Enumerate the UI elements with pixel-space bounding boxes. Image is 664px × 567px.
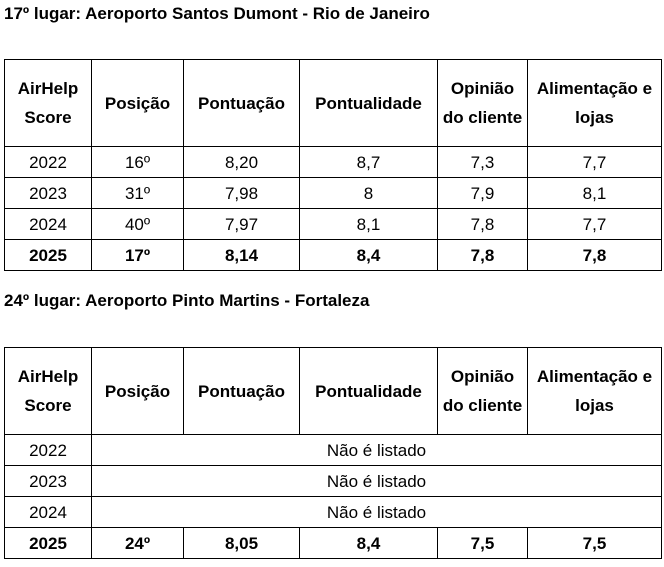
cell-pontualidade: 8 xyxy=(300,178,438,209)
cell-not-listed: Não é listado xyxy=(92,497,662,528)
cell-year: 2024 xyxy=(5,209,92,240)
cell-posicao: 16º xyxy=(92,147,184,178)
cell-year: 2025 xyxy=(5,240,92,271)
cell-opiniao: 7,9 xyxy=(438,178,528,209)
cell-pontuacao: 7,97 xyxy=(184,209,300,240)
header-alimentacao-lojas: Alimentação e lojas xyxy=(528,60,662,147)
cell-alimentacao: 7,7 xyxy=(528,209,662,240)
cell-pontualidade: 8,4 xyxy=(300,528,438,559)
cell-posicao: 40º xyxy=(92,209,184,240)
cell-pontuacao: 8,14 xyxy=(184,240,300,271)
cell-year: 2023 xyxy=(5,466,92,497)
cell-pontualidade: 8,4 xyxy=(300,240,438,271)
section-title-santos-dumont: 17º lugar: Aeroporto Santos Dumont - Rio de Janeiro xyxy=(4,4,430,23)
cell-opiniao: 7,3 xyxy=(438,147,528,178)
table-row xyxy=(5,147,662,178)
table-header-row xyxy=(5,348,662,435)
table-header-row xyxy=(5,60,662,147)
cell-pontualidade: 8,7 xyxy=(300,147,438,178)
score-table-santos-dumont xyxy=(4,59,662,271)
cell-alimentacao: 7,8 xyxy=(528,240,662,271)
cell-posicao: 31º xyxy=(92,178,184,209)
header-pontualidade: Pontualidade xyxy=(300,348,438,435)
table-row xyxy=(5,209,662,240)
header-posicao: Posição xyxy=(92,60,184,147)
cell-pontuacao: 8,20 xyxy=(184,147,300,178)
header-airhelp-score: AirHelp Score xyxy=(5,348,92,435)
cell-posicao: 17º xyxy=(92,240,184,271)
score-table-pinto-martins xyxy=(4,347,662,559)
header-pontualidade: Pontualidade xyxy=(300,60,438,147)
section-title-pinto-martins: 24º lugar: Aeroporto Pinto Martins - Fortaleza xyxy=(4,291,370,310)
cell-alimentacao: 7,5 xyxy=(528,528,662,559)
cell-pontuacao: 8,05 xyxy=(184,528,300,559)
header-posicao: Posição xyxy=(92,348,184,435)
cell-year: 2025 xyxy=(5,528,92,559)
cell-not-listed: Não é listado xyxy=(92,466,662,497)
cell-posicao: 24º xyxy=(92,528,184,559)
cell-year: 2023 xyxy=(5,178,92,209)
table-row-current xyxy=(5,528,662,559)
table-row-current xyxy=(5,240,662,271)
cell-pontuacao: 7,98 xyxy=(184,178,300,209)
cell-not-listed: Não é listado xyxy=(92,435,662,466)
cell-year: 2022 xyxy=(5,435,92,466)
cell-year: 2022 xyxy=(5,147,92,178)
table-row xyxy=(5,435,662,466)
header-alimentacao-lojas: Alimentação e lojas xyxy=(528,348,662,435)
table-row xyxy=(5,178,662,209)
header-opiniao-cliente: Opinião do cliente xyxy=(438,348,528,435)
cell-opiniao: 7,5 xyxy=(438,528,528,559)
cell-alimentacao: 8,1 xyxy=(528,178,662,209)
header-opiniao-cliente: Opinião do cliente xyxy=(438,60,528,147)
table-row xyxy=(5,497,662,528)
cell-opiniao: 7,8 xyxy=(438,209,528,240)
header-pontuacao: Pontuação xyxy=(184,348,300,435)
cell-pontualidade: 8,1 xyxy=(300,209,438,240)
cell-opiniao: 7,8 xyxy=(438,240,528,271)
table-row xyxy=(5,466,662,497)
header-pontuacao: Pontuação xyxy=(184,60,300,147)
cell-year: 2024 xyxy=(5,497,92,528)
header-airhelp-score: AirHelp Score xyxy=(5,60,92,147)
cell-alimentacao: 7,7 xyxy=(528,147,662,178)
